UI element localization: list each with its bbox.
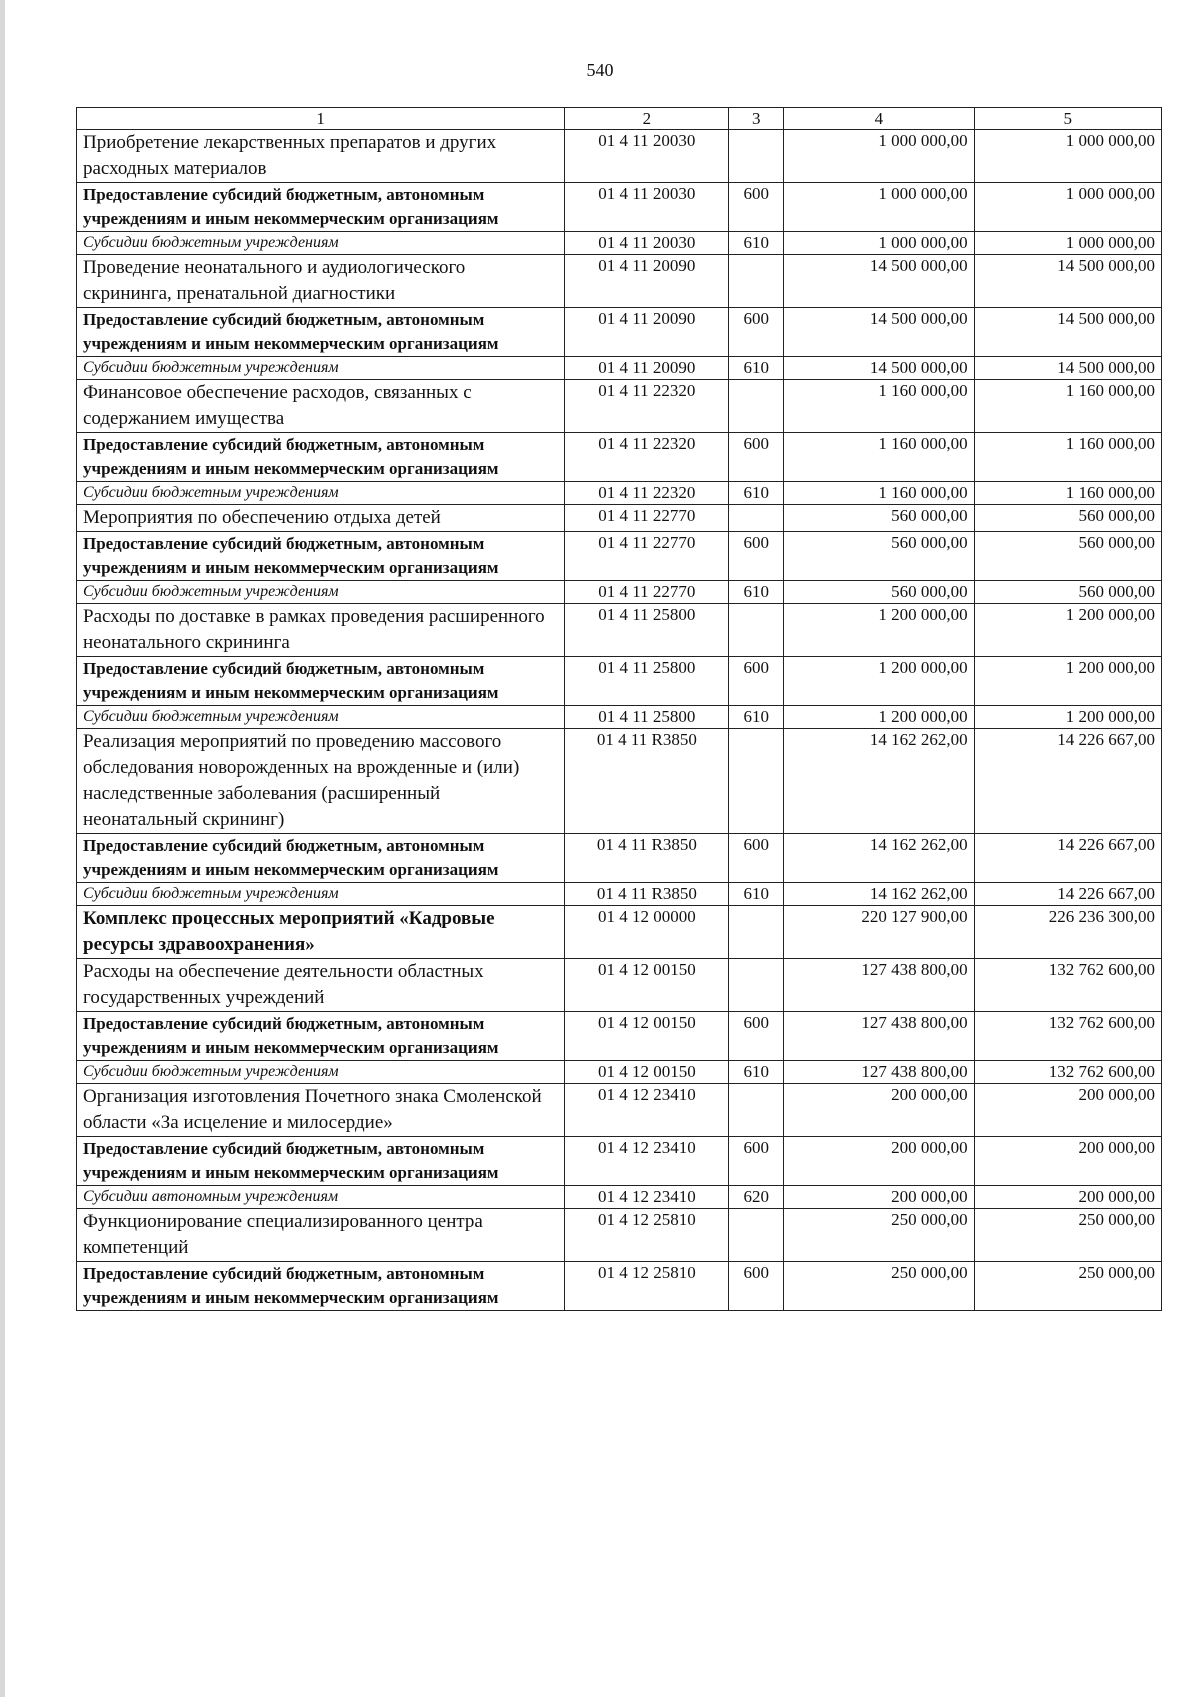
table-row	[77, 255, 1162, 308]
target-article-code-cell: 01 4 11 20090	[565, 255, 729, 308]
amount-year-1-cell: 1 200 000,00	[784, 604, 974, 657]
expense-name-cell: Субсидии бюджетным учреждениям	[77, 357, 565, 380]
expense-type-cell: 610	[729, 482, 784, 505]
table-row	[77, 1262, 1162, 1311]
amount-year-1-cell: 250 000,00	[784, 1209, 974, 1262]
amount-year-1-cell: 127 438 800,00	[784, 1061, 974, 1084]
table-row	[77, 883, 1162, 906]
amount-year-2-cell: 14 226 667,00	[974, 729, 1161, 834]
expense-name-cell: Предоставление субсидий бюджетным, автономным учреждениям и иным некоммерческим организациям	[77, 657, 565, 706]
expense-type-cell: 600	[729, 657, 784, 706]
amount-year-2-cell: 14 500 000,00	[974, 357, 1161, 380]
table-row	[77, 232, 1162, 255]
expense-type-cell: 600	[729, 1012, 784, 1061]
expense-name-cell: Предоставление субсидий бюджетным, автономным учреждениям и иным некоммерческим организациям	[77, 1137, 565, 1186]
table-row	[77, 604, 1162, 657]
amount-year-1-cell: 14 162 262,00	[784, 883, 974, 906]
target-article-code-cell: 01 4 11 25800	[565, 657, 729, 706]
amount-year-1-cell: 200 000,00	[784, 1186, 974, 1209]
amount-year-1-cell: 250 000,00	[784, 1262, 974, 1311]
amount-year-1-cell: 200 000,00	[784, 1084, 974, 1137]
expense-type-cell: 600	[729, 834, 784, 883]
amount-year-1-cell: 14 500 000,00	[784, 357, 974, 380]
amount-year-1-cell: 1 160 000,00	[784, 380, 974, 433]
table-row	[77, 130, 1162, 183]
amount-year-2-cell: 1 000 000,00	[974, 130, 1161, 183]
table-row	[77, 906, 1162, 959]
expense-name-cell: Субсидии автономным учреждениям	[77, 1186, 565, 1209]
expense-type-cell: 610	[729, 1061, 784, 1084]
expense-name-cell: Субсидии бюджетным учреждениям	[77, 1061, 565, 1084]
amount-year-1-cell: 1 160 000,00	[784, 482, 974, 505]
expense-name-cell: Реализация мероприятий по проведению массового обследования новорожденных на врожденные и (или) наследственные заболевания (расширенный неонатальный скрининг)	[77, 729, 565, 834]
expense-name-cell: Комплекс процессных мероприятий «Кадровые ресурсы здравоохранения»	[77, 906, 565, 959]
target-article-code-cell: 01 4 11 20030	[565, 183, 729, 232]
table-row	[77, 433, 1162, 482]
amount-year-1-cell: 200 000,00	[784, 1137, 974, 1186]
table-row	[77, 1137, 1162, 1186]
page-number: 540	[586, 60, 614, 80]
amount-year-2-cell: 1 160 000,00	[974, 380, 1161, 433]
target-article-code-cell: 01 4 12 00150	[565, 1061, 729, 1084]
amount-year-2-cell: 1 200 000,00	[974, 657, 1161, 706]
scan-edge	[0, 0, 5, 1697]
table-row	[77, 657, 1162, 706]
expense-type-cell	[729, 255, 784, 308]
table-row	[77, 357, 1162, 380]
expense-type-cell: 600	[729, 532, 784, 581]
target-article-code-cell: 01 4 11 R3850	[565, 883, 729, 906]
column-number-row	[77, 108, 1162, 130]
table-row	[77, 380, 1162, 433]
expense-name-cell: Мероприятия по обеспечению отдыха детей	[77, 505, 565, 532]
expense-type-cell: 610	[729, 232, 784, 255]
expense-name-cell: Субсидии бюджетным учреждениям	[77, 482, 565, 505]
table-row	[77, 308, 1162, 357]
expense-type-cell: 600	[729, 1137, 784, 1186]
amount-year-2-cell: 250 000,00	[974, 1262, 1161, 1311]
target-article-code-cell: 01 4 12 00000	[565, 906, 729, 959]
amount-year-2-cell: 1 200 000,00	[974, 706, 1161, 729]
column-header: 5	[974, 108, 1161, 130]
target-article-code-cell: 01 4 11 22320	[565, 380, 729, 433]
expense-type-cell: 610	[729, 581, 784, 604]
amount-year-1-cell: 1 000 000,00	[784, 183, 974, 232]
amount-year-1-cell: 560 000,00	[784, 505, 974, 532]
amount-year-1-cell: 1 000 000,00	[784, 130, 974, 183]
amount-year-1-cell: 560 000,00	[784, 532, 974, 581]
budget-table-body	[77, 130, 1162, 1311]
target-article-code-cell: 01 4 11 20030	[565, 232, 729, 255]
amount-year-2-cell: 1 000 000,00	[974, 232, 1161, 255]
expense-name-cell: Расходы на обеспечение деятельности областных государственных учреждений	[77, 959, 565, 1012]
expense-name-cell: Функционирование специализированного центра компетенций	[77, 1209, 565, 1262]
expense-name-cell: Расходы по доставке в рамках проведения расширенного неонатального скрининга	[77, 604, 565, 657]
expense-name-cell: Субсидии бюджетным учреждениям	[77, 706, 565, 729]
target-article-code-cell: 01 4 12 25810	[565, 1262, 729, 1311]
amount-year-1-cell: 1 200 000,00	[784, 657, 974, 706]
amount-year-2-cell: 200 000,00	[974, 1186, 1161, 1209]
target-article-code-cell: 01 4 11 R3850	[565, 834, 729, 883]
target-article-code-cell: 01 4 11 22320	[565, 482, 729, 505]
table-row	[77, 505, 1162, 532]
target-article-code-cell: 01 4 12 23410	[565, 1084, 729, 1137]
amount-year-2-cell: 1 160 000,00	[974, 433, 1161, 482]
target-article-code-cell: 01 4 11 25800	[565, 604, 729, 657]
amount-year-1-cell: 220 127 900,00	[784, 906, 974, 959]
amount-year-2-cell: 250 000,00	[974, 1209, 1161, 1262]
expense-type-cell: 610	[729, 883, 784, 906]
expense-name-cell: Предоставление субсидий бюджетным, автономным учреждениям и иным некоммерческим организациям	[77, 433, 565, 482]
column-header: 4	[784, 108, 974, 130]
expense-type-cell: 610	[729, 357, 784, 380]
target-article-code-cell: 01 4 11 25800	[565, 706, 729, 729]
expense-type-cell	[729, 604, 784, 657]
expense-name-cell: Предоставление субсидий бюджетным, автономным учреждениям и иным некоммерческим организациям	[77, 1012, 565, 1061]
table-row	[77, 1186, 1162, 1209]
table-row	[77, 706, 1162, 729]
amount-year-2-cell: 132 762 600,00	[974, 1061, 1161, 1084]
budget-table	[76, 107, 1162, 1311]
expense-name-cell: Организация изготовления Почетного знака Смоленской области «За исцеление и милосердие»	[77, 1084, 565, 1137]
amount-year-2-cell: 14 500 000,00	[974, 308, 1161, 357]
table-row	[77, 183, 1162, 232]
expense-type-cell	[729, 380, 784, 433]
target-article-code-cell: 01 4 12 25810	[565, 1209, 729, 1262]
target-article-code-cell: 01 4 11 20030	[565, 130, 729, 183]
table-row	[77, 532, 1162, 581]
expense-type-cell: 620	[729, 1186, 784, 1209]
amount-year-1-cell: 1 200 000,00	[784, 706, 974, 729]
amount-year-2-cell: 1 000 000,00	[974, 183, 1161, 232]
target-article-code-cell: 01 4 11 20090	[565, 357, 729, 380]
amount-year-1-cell: 14 162 262,00	[784, 834, 974, 883]
target-article-code-cell: 01 4 11 20090	[565, 308, 729, 357]
amount-year-2-cell: 14 226 667,00	[974, 834, 1161, 883]
amount-year-2-cell: 132 762 600,00	[974, 1012, 1161, 1061]
table-row	[77, 959, 1162, 1012]
amount-year-2-cell: 200 000,00	[974, 1137, 1161, 1186]
target-article-code-cell: 01 4 11 22770	[565, 581, 729, 604]
amount-year-1-cell: 1 160 000,00	[784, 433, 974, 482]
column-header: 2	[565, 108, 729, 130]
amount-year-1-cell: 127 438 800,00	[784, 959, 974, 1012]
amount-year-2-cell: 132 762 600,00	[974, 959, 1161, 1012]
amount-year-1-cell: 560 000,00	[784, 581, 974, 604]
table-row	[77, 834, 1162, 883]
target-article-code-cell: 01 4 12 23410	[565, 1186, 729, 1209]
target-article-code-cell: 01 4 12 00150	[565, 959, 729, 1012]
expense-name-cell: Субсидии бюджетным учреждениям	[77, 581, 565, 604]
expense-type-cell	[729, 1084, 784, 1137]
expense-name-cell: Субсидии бюджетным учреждениям	[77, 883, 565, 906]
expense-name-cell: Субсидии бюджетным учреждениям	[77, 232, 565, 255]
amount-year-1-cell: 14 162 262,00	[784, 729, 974, 834]
column-header: 1	[77, 108, 565, 130]
expense-type-cell	[729, 505, 784, 532]
expense-name-cell: Предоставление субсидий бюджетным, автономным учреждениям и иным некоммерческим организациям	[77, 532, 565, 581]
expense-type-cell	[729, 959, 784, 1012]
expense-name-cell: Финансовое обеспечение расходов, связанных с содержанием имущества	[77, 380, 565, 433]
expense-type-cell: 600	[729, 308, 784, 357]
amount-year-2-cell: 1 160 000,00	[974, 482, 1161, 505]
table-row	[77, 581, 1162, 604]
expense-name-cell: Предоставление субсидий бюджетным, автономным учреждениям и иным некоммерческим организациям	[77, 183, 565, 232]
amount-year-1-cell: 127 438 800,00	[784, 1012, 974, 1061]
amount-year-2-cell: 560 000,00	[974, 532, 1161, 581]
amount-year-2-cell: 1 200 000,00	[974, 604, 1161, 657]
target-article-code-cell: 01 4 11 R3850	[565, 729, 729, 834]
table-row	[77, 1084, 1162, 1137]
target-article-code-cell: 01 4 11 22770	[565, 505, 729, 532]
amount-year-1-cell: 14 500 000,00	[784, 308, 974, 357]
target-article-code-cell: 01 4 12 00150	[565, 1012, 729, 1061]
target-article-code-cell: 01 4 11 22320	[565, 433, 729, 482]
table-row	[77, 1012, 1162, 1061]
expense-type-cell: 600	[729, 183, 784, 232]
column-header: 3	[729, 108, 784, 130]
expense-type-cell: 600	[729, 433, 784, 482]
amount-year-2-cell: 226 236 300,00	[974, 906, 1161, 959]
expense-type-cell	[729, 1209, 784, 1262]
amount-year-1-cell: 1 000 000,00	[784, 232, 974, 255]
amount-year-2-cell: 200 000,00	[974, 1084, 1161, 1137]
expense-name-cell: Проведение неонатального и аудиологического скрининга, пренатальной диагностики	[77, 255, 565, 308]
amount-year-2-cell: 14 226 667,00	[974, 883, 1161, 906]
amount-year-2-cell: 560 000,00	[974, 505, 1161, 532]
expense-type-cell: 600	[729, 1262, 784, 1311]
expense-type-cell	[729, 729, 784, 834]
expense-name-cell: Предоставление субсидий бюджетным, автономным учреждениям и иным некоммерческим организациям	[77, 1262, 565, 1311]
table-row	[77, 1209, 1162, 1262]
expense-type-cell	[729, 906, 784, 959]
target-article-code-cell: 01 4 11 22770	[565, 532, 729, 581]
table-row	[77, 482, 1162, 505]
amount-year-2-cell: 14 500 000,00	[974, 255, 1161, 308]
amount-year-1-cell: 14 500 000,00	[784, 255, 974, 308]
expense-type-cell	[729, 130, 784, 183]
expense-type-cell: 610	[729, 706, 784, 729]
expense-name-cell: Предоставление субсидий бюджетным, автономным учреждениям и иным некоммерческим организациям	[77, 308, 565, 357]
table-row	[77, 1061, 1162, 1084]
target-article-code-cell: 01 4 12 23410	[565, 1137, 729, 1186]
expense-name-cell: Предоставление субсидий бюджетным, автономным учреждениям и иным некоммерческим организациям	[77, 834, 565, 883]
table-row	[77, 729, 1162, 834]
amount-year-2-cell: 560 000,00	[974, 581, 1161, 604]
expense-name-cell: Приобретение лекарственных препаратов и других расходных материалов	[77, 130, 565, 183]
